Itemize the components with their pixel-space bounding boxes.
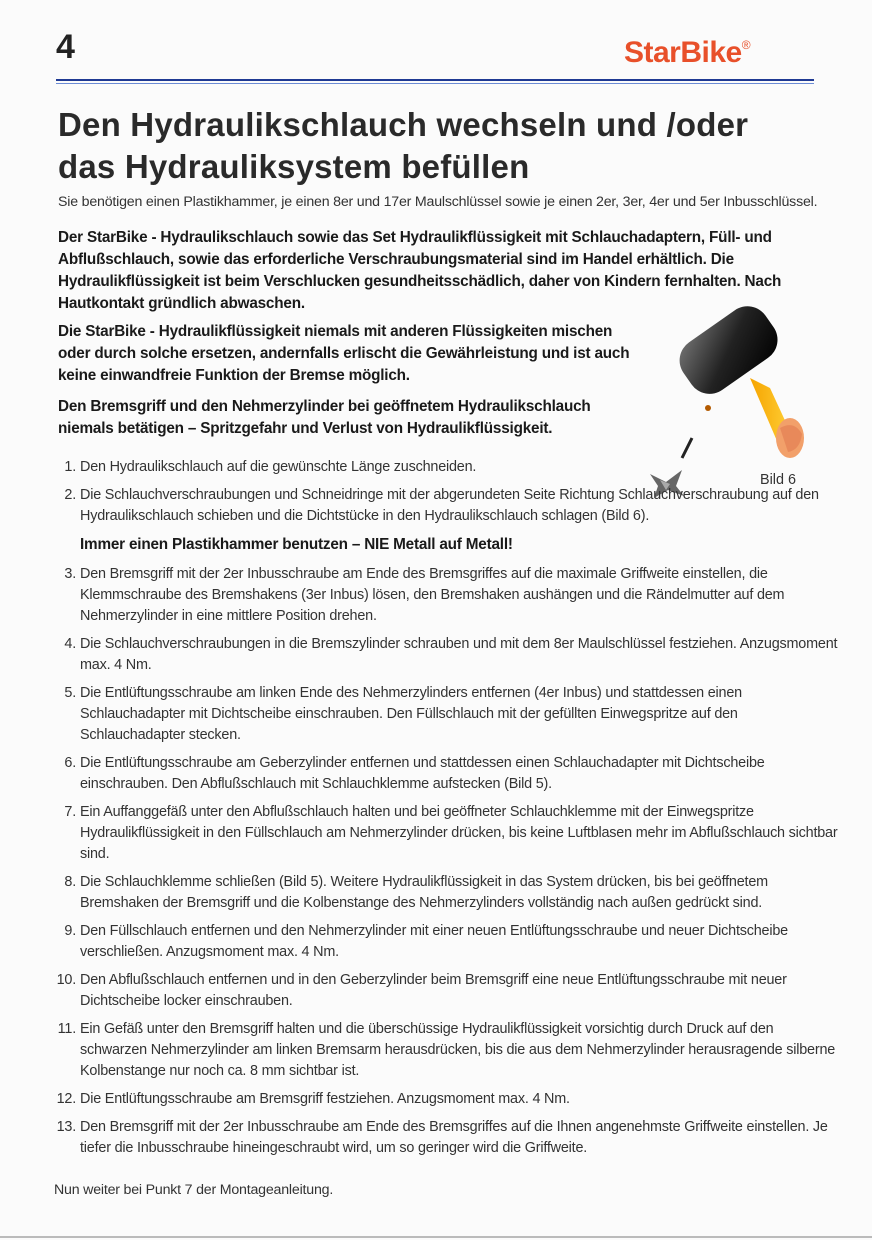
list-item: 1. Den Hydraulikschlauch auf die gewünschte Länge zuschneiden.: [64, 459, 477, 475]
list-item: 10. Den Abflußschlauch entfernen und in den Geberzylinder beim Bremsgriff eine neue Entlüftungsschraube mit neuer Dichtscheibe locker einschrauben.: [56, 972, 787, 1009]
list-item: 9. Den Füllschlauch entfernen und den Nehmerzylinder mit einer neuen Entlüftungsschraube und neuer Dichtscheibe verschließen. Anzugsmoment max. 4 Nm.: [64, 923, 788, 960]
title-line-2: das Hydrauliksystem befüllen: [58, 148, 530, 185]
warning-fluid-mixing: Die StarBike - Hydraulikflüssigkeit niemals mit anderen Flüssigkeiten mischen oder durch solche ersetzen, andernfalls erlischt die Gewährleistung und ist auch keine einwandfreie Funktion der Bremse möglich.: [58, 323, 630, 384]
starbike-logo: [624, 36, 750, 70]
plastic-hammer-illustration: [662, 300, 812, 470]
figure-caption: Bild 6: [760, 472, 796, 488]
title-line-1: Den Hydraulikschlauch wechseln und /oder: [58, 106, 749, 143]
list-item: 4. Die Schlauchverschraubungen in die Bremszylinder schrauben und mit dem 8er Maulschlüssel festziehen. Anzugsmoment max. 4 Nm.: [64, 636, 838, 673]
page-bottom-edge: [0, 1236, 872, 1238]
caution-hammer: Immer einen Plastikhammer benutzen – NIE Metall auf Metall!: [80, 536, 513, 553]
page-number: 4: [56, 28, 75, 66]
list-item: 8. Die Schlauchklemme schließen (Bild 5). Weitere Hydraulikflüssigkeit in das System drücken, bis bei geöffnetem Bremshaken der Bremsgriff und die Kolbenstange des Nehmerzylinders vollständig nach außen gedrückt sind.: [64, 874, 768, 911]
header-rule: [56, 79, 814, 81]
list-item: 3. Den Bremsgriff mit der 2er Inbusschraube am Ende des Bremsgriffes auf die maximale Griffweite einstellen, die Klemmschraube des Bremshakens (3er Inbus) lösen, den Bremshaken aushängen und die Rändelmutter auf dem Nehmerzylinder in eine mittlere Position drehen.: [64, 566, 785, 624]
list-item: 6. Die Entlüftungsschraube am Geberzylinder entfernen und stattdessen einen Schlauchadapter mit Dichtscheibe einschrauben. Den Abflußschlauch mit Schlauchklemme aufstecken (Bild 5).: [64, 755, 765, 792]
tools-intro: Sie benötigen einen Plastikhammer, je einen 8er und 17er Maulschlüssel sowie je einen 2er, 3er, 4er und 5er Inbusschlüssel.: [58, 194, 818, 210]
list-item: 5. Die Entlüftungsschraube am linken Ende des Nehmerzylinders entfernen (4er Inbus) und stattdessen einen Schlauchadapter mit Dichtscheibe einschrauben. Den Füllschlauch mit der gefüllten Einwegspritze auf den Schlauchadapter stecken.: [64, 685, 742, 743]
list-item: 7. Ein Auffanggefäß unter den Abflußschlauch halten und bei geöffneter Schlauchklemme mit der Einwegspritze Hydraulikflüssigkeit in den Füllschlauch am Nehmerzylinder drücken, bis keine Luftblasen mehr im Abflußschlauch sichtbar sind.: [64, 804, 838, 862]
brand-name: StarBike: [624, 36, 742, 69]
header-rule-thin: [56, 83, 814, 84]
page-title: [58, 104, 748, 188]
list-item: 11. Ein Gefäß unter den Bremsgriff halten und die überschüssige Hydraulikflüssigkeit vorsichtig durch Druck auf den schwarzen Nehmerzylinder am linken Bremsarm herausdrücken, bis die aus dem Nehmerzylinder herausragende silberne Kolbenstange nur noch ca. 8 mm sichtbar ist.: [57, 1021, 836, 1079]
warning-spray: Den Bremsgriff und den Nehmerzylinder bei geöffnetem Hydraulikschlauch niemals betätigen – Spritzgefahr und Verlust von Hydraulikflüssigkeit.: [58, 398, 591, 437]
list-item: 2. Die Schlauchverschraubungen und Schneidringe mit der abgerundeten Seite Richtung Schlauchverschraubung auf den Hydraulikschlauch schieben und die Dichtstücke in den Hydraulikschlauch schlagen (Bild 6).: [64, 487, 819, 524]
instruction-list: [56, 457, 838, 1166]
warning-availability: Der StarBike - Hydraulikschlauch sowie das Set Hydraulikflüssigkeit mit Schlauchadaptern, Füll- und Abflußschlauch, sowie das erforderliche Verschraubungsmaterial sind im Handel erhältlich. Die Hydraulikflüssigkeit ist beim Verschlucken gesundheitsschädlich, daher von Kindern fernhalten. Nach Hautkontakt gründlich abwaschen.: [58, 229, 782, 312]
list-item: 13. Den Bremsgriff mit der 2er Inbusschraube am Ende des Bremsgriffes auf die Ihnen angenehmste Griffweite einstellen. Je tiefer die Inbusschraube hineingeschraubt wird, um so geringer wird die Griffweite.: [56, 1119, 828, 1156]
footer-note: Nun weiter bei Punkt 7 der Montageanleitung.: [54, 1182, 334, 1198]
list-item: 12. Die Entlüftungsschraube am Bremsgriff festziehen. Anzugsmoment max. 4 Nm.: [56, 1091, 570, 1107]
registered-mark: ®: [741, 38, 751, 52]
